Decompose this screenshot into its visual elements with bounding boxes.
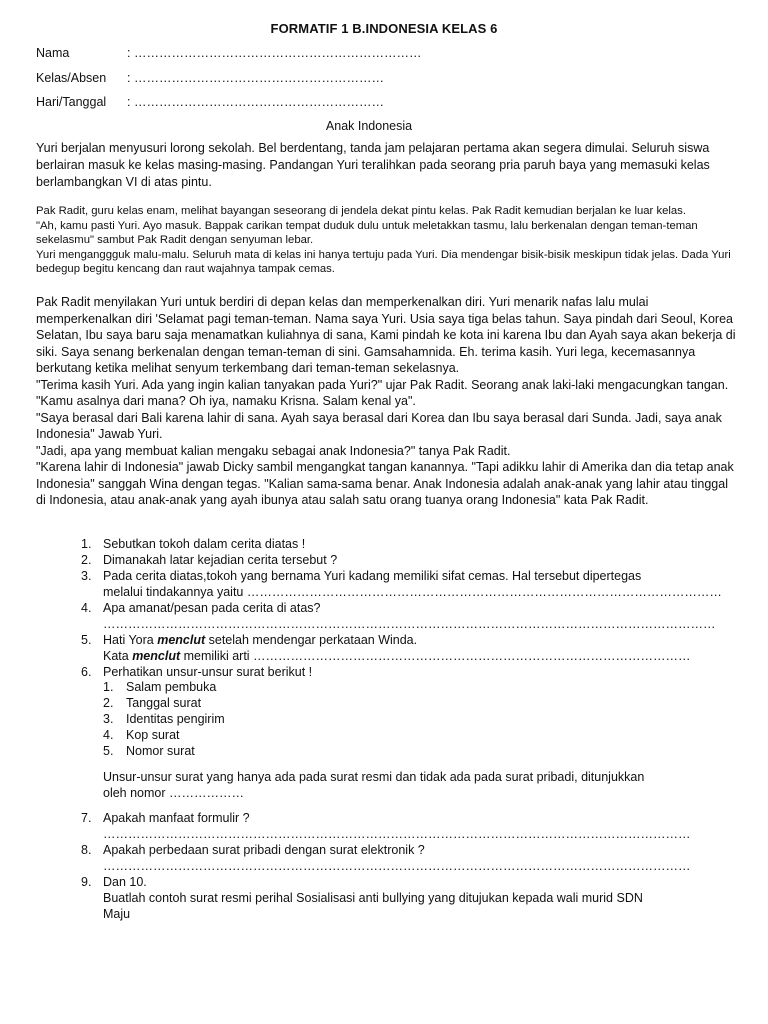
question-number: 1. [81,537,92,551]
name-field [36,46,421,60]
question-instruction: Maju [103,907,131,921]
question-6-prompt: Unsur-unsur surat yang hanya ada pada surat resmi dan tidak ada pada surat pribadi, ditunjukkan [103,770,645,784]
day-date-blank: : …………………………………………………… [127,95,384,109]
question-text: Dan 10. [103,875,147,889]
story-line: "Terima kasih Yuri. Ada yang ingin kalian tanyakan pada Yuri?" ujar Pak Radit. Seorang anak laki-laki mengacungkan tangan. "Kamu asalnya dari mana? Oh iya, namaku Krisna. Salam kenal ya". [36,377,729,408]
story-paragraph-small [36,204,736,277]
question-number: 8. [81,843,92,857]
item-text: Identitas pengirim [126,712,225,726]
answer-line: …………………………………………………………………………………………………………………………… [103,827,691,841]
question-number: 2. [81,553,92,567]
class-number-field [36,71,384,85]
story-line: Yuri menganggguk malu-malu. Seluruh mata di kelas ini hanya tertuju pada Yuri. Dia mendengar bisik-bisik meskipun tidak jelas. Dada Yuri bedegup begitu kencang dan raut wajahnya tampak cemas. [36,248,731,276]
answer-line: ………………………………………………………………………………………………………………………………… [103,617,716,631]
story-paragraph: Yuri berjalan menyusuri lorong sekolah. Bel berdentang, tanda jam pelajaran pertama akan segera dimulai. Seluruh siswa berlairan masuk ke kelas masing-masing. Pandangan Yuri teralihkan pada seorang pria paruh baya yang memasuki kelas berlambangkan VI di atas pintu. [36,141,710,189]
question-text: Apakah manfaat formulir ? [103,811,250,825]
item-text: Nomor surat [126,744,195,758]
question-instruction: Buatlah contoh surat resmi perihal Sosialisasi anti bullying yang ditujukan kepada wali murid SDN [103,891,643,905]
name-label: Nama [36,46,70,60]
question-text: Apa amanat/pesan pada cerita di atas? [103,601,321,615]
story-line: "Karena lahir di Indonesia" jawab Dicky sambil mengangkat tangan kanannya. "Tapi adikku lahir di Amerika dan dia tetap anak Indonesia" sanggah Wina dengan tegas. "Kalian sama-sama benar. Anak Indonesia adalah anak-anak yang lahir atau tinggal di Indonesia, atau anak-anak yang ayah ibunya atau salah satu orang tuanya orang Indonesia" kata Pak Radit. [36,460,734,507]
keyword-menclut: menclut [157,633,206,647]
answer-line [103,648,691,664]
class-number-blank: : …………………………………………………… [127,71,384,85]
day-date-label: Hari/Tanggal [36,95,107,109]
answer-line-post: memiliki arti …………………………………………………………………………………………… [180,649,691,663]
question-number: 6. [81,665,92,679]
keyword-menclut: menclut [132,649,181,663]
question-text [103,632,417,648]
question-text-pre: Hati Yora [103,633,158,647]
item-number: 2. [103,696,114,710]
worksheet-title: FORMATIF 1 B.INDONESIA KELAS 6 [270,21,498,36]
question-text: Apakah perbedaan surat pribadi dengan surat elektronik ? [103,843,425,857]
day-date-field [36,95,384,109]
question-number: 5. [81,633,92,647]
question-number: 4. [81,601,92,615]
story-title: Anak Indonesia [325,119,413,133]
story-paragraph-dialogue [36,294,736,509]
answer-line: melalui tindakannya yaitu …………………………………………………………………………………………………… [103,585,722,599]
question-text: Dimanakah latar kejadian cerita tersebut ? [103,553,338,567]
question-number: 9. [81,875,92,889]
question-6-prompt-answer: oleh nomor ……………… [103,786,245,800]
class-number-label: Kelas/Absen [36,71,107,85]
story-line: "Jadi, apa yang membuat kalian mengaku sebagai anak Indonesia?" tanya Pak Radit. [36,443,511,458]
question-number: 7. [81,811,92,825]
answer-line-pre: Kata [103,649,133,663]
item-number: 4. [103,728,114,742]
name-blank: : …………………………………………………………… [127,46,422,60]
question-text: Sebutkan tokoh dalam cerita diatas ! [103,537,306,551]
question-number: 3. [81,569,92,583]
item-number: 1. [103,680,114,694]
question-text: Pada cerita diatas,tokoh yang bernama Yuri kadang memiliki sifat cemas. Hal tersebut dipertegas [103,569,642,583]
story-line: Pak Radit, guru kelas enam, melihat bayangan seseorang di jendela dekat pintu kelas. Pak Radit kemudian berjalan ke luar kelas. [36,205,686,217]
item-number: 5. [103,744,114,758]
item-text: Tanggal surat [126,696,202,710]
story-line: "Ah, kamu pasti Yuri. Ayo masuk. Bappak carikan tempat duduk dulu untuk meletakkan tasmu, lalu berkenalan dengan teman-teman sekelasmu" sambut Pak Radit dengan senyuman lebar. [36,219,698,247]
item-text: Salam pembuka [126,680,217,694]
story-line: Pak Radit menyilakan Yuri untuk berdiri di depan kelas dan memperkenalkan diri. Yuri menarik nafas lalu mulai memperkenalkan diri 'Selamat pagi teman-teman. Nama saya Yuri. Usia saya tiga belas tahun. Saya pindah dari Seoul, Korea Selatan, Ibu saya baru saja menamatkan kuliahnya di sana, Kami pindah ke kota ini karena Ibu dan Ayah saya akan bekerja di siki. Saya senang berkenalan dengan teman-teman di sini. Gamsahamnida. Eh. terima kasih. Yuri lega, kecemasannya berkutang ketika melihat senyum terkembang dari teman-teman sekelasnya. [36,295,736,375]
item-text: Kop surat [126,728,180,742]
item-number: 3. [103,712,114,726]
story-line: "Saya berasal dari Bali karena lahir di sana. Ayah saya berasal dari Korea dan Ibu saya berasal dari Sunda. Jadi, saya anak Indonesia" Jawab Yuri. [36,410,722,441]
question-text: Perhatikan unsur-unsur surat berikut ! [103,665,313,679]
question-text-post: setelah mendengar perkataan Winda. [205,633,418,647]
answer-line: …………………………………………………………………………………………………………………………… [103,859,691,873]
